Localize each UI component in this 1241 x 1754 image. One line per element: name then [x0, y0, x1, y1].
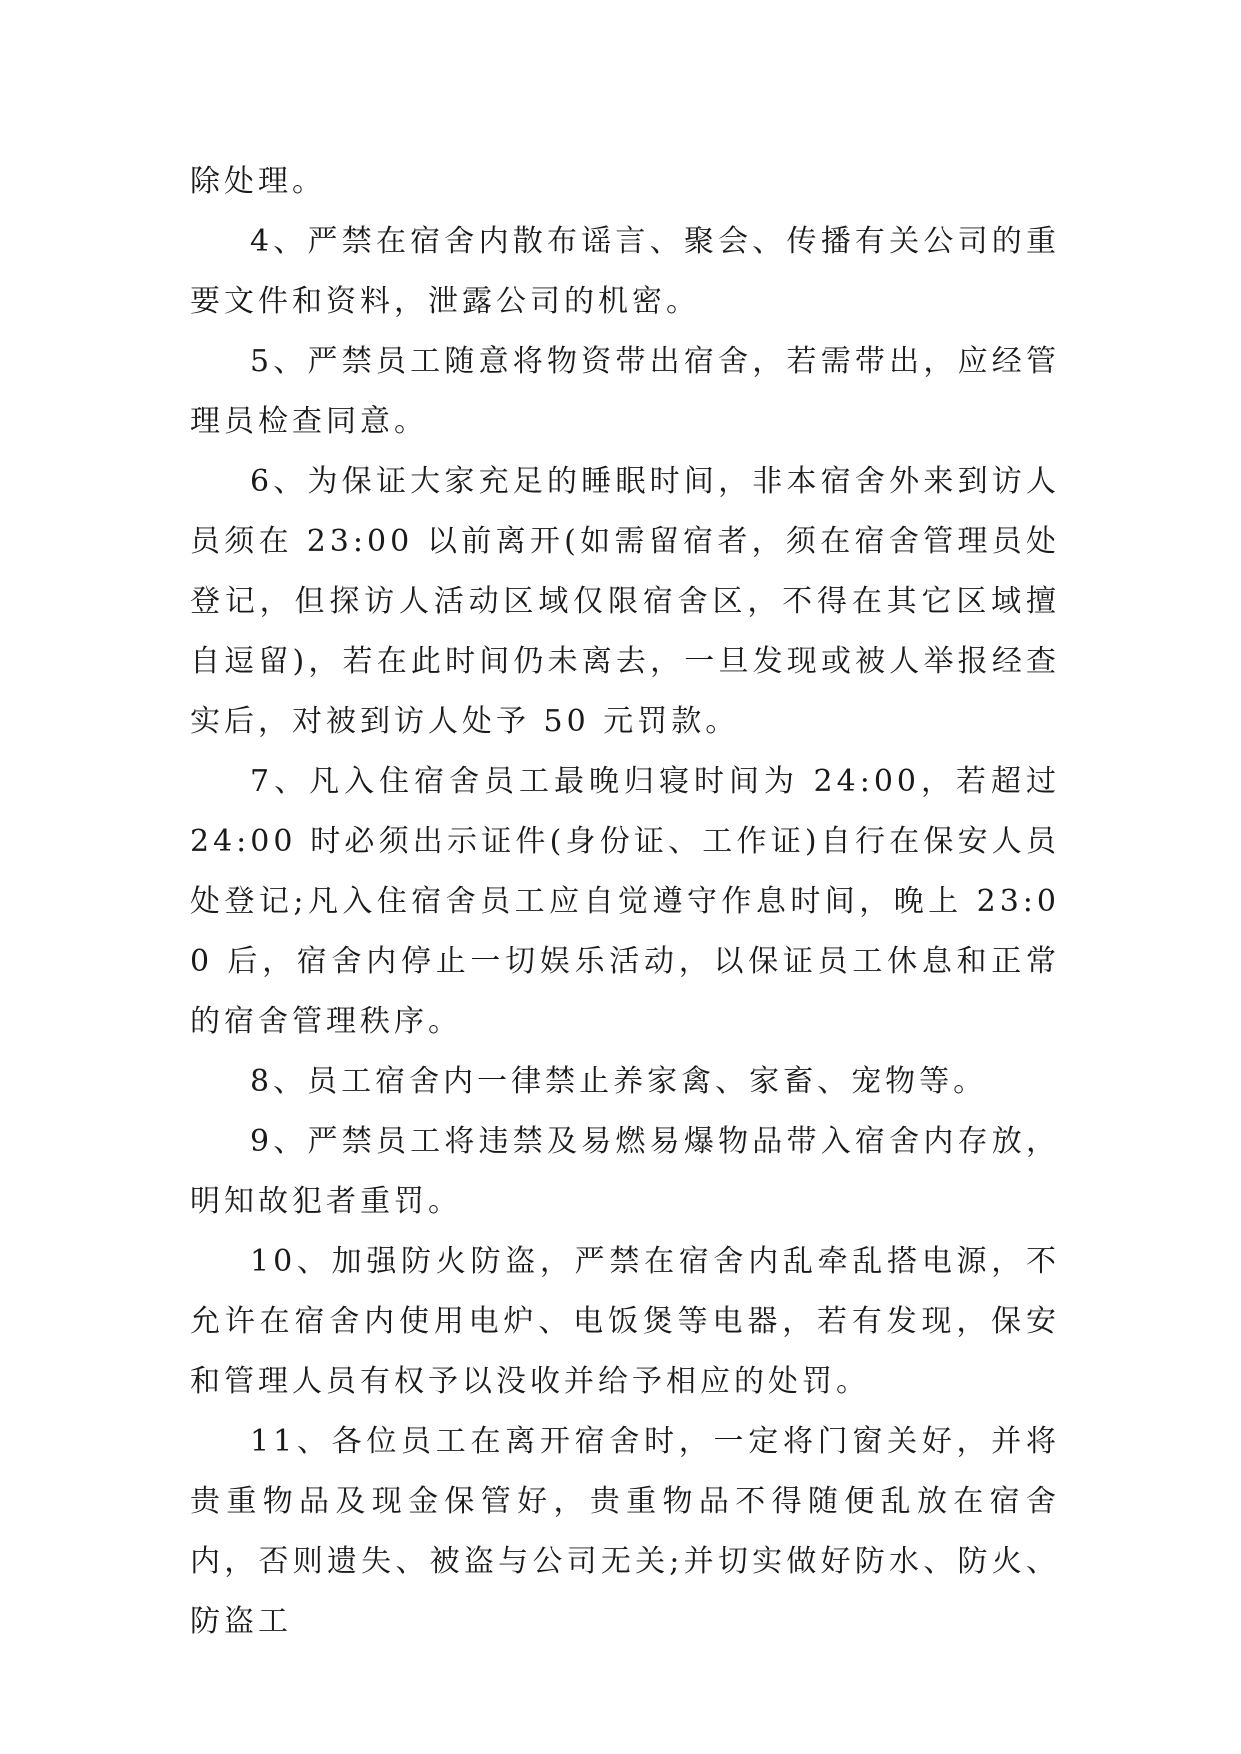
paragraph-rule-11: 11、各位员工在离开宿舍时，一定将门窗关好，并将贵重物品及现金保管好，贵重物品不得随便乱放在宿舍内，否则遗失、被盗与公司无关;并切实做好防水、防火、防盗工 — [190, 1424, 1060, 1639]
paragraph-rule-7: 7、凡入住宿舍员工最晚归寝时间为 24:00，若超过 24:00 时必须出示证件(身份证、工作证)自行在保安人员处登记;凡入住宿舍员工应自觉遵守作息时间，晚上 23:00 后，宿舍内停止一切娱乐活动，以保证员工休息和正常的宿舍管理秩序。 — [190, 764, 1060, 1039]
paragraph-rule-6: 6、为保证大家充足的睡眠时间，非本宿舍外来到访人员须在 23:00 以前离开(如需留宿者，须在宿舍管理员处登记，但探访人活动区域仅限宿舍区，不得在其它区域擅自逗留)，若在此时间仍未离去，一旦发现或被人举报经查实后，对被到访人处予 50 元罚款。 — [190, 464, 1060, 739]
paragraph-rule-5: 5、严禁员工随意将物资带出宿舍，若需带出，应经管理员检查同意。 — [190, 344, 1060, 439]
paragraph-rule-4: 4、严禁在宿舍内散布谣言、聚会、传播有关公司的重要文件和资料，泄露公司的机密。 — [190, 224, 1060, 319]
paragraph-rule-8: 8、员工宿舍内一律禁止养家禽、家畜、宠物等。 — [250, 1064, 988, 1099]
paragraph-rule-9: 9、严禁员工将违禁及易燃易爆物品带入宿舍内存放，明知故犯者重罚。 — [190, 1124, 1060, 1219]
paragraph-rule-10: 10、加强防火防盗，严禁在宿舍内乱牵乱搭电源，不允许在宿舍内使用电炉、电饭煲等电器，若有发现，保安和管理人员有权予以没收并给予相应的处罚。 — [190, 1244, 1060, 1399]
paragraph-continuation: 除处理。 — [190, 164, 326, 199]
document-body — [190, 152, 1060, 1652]
